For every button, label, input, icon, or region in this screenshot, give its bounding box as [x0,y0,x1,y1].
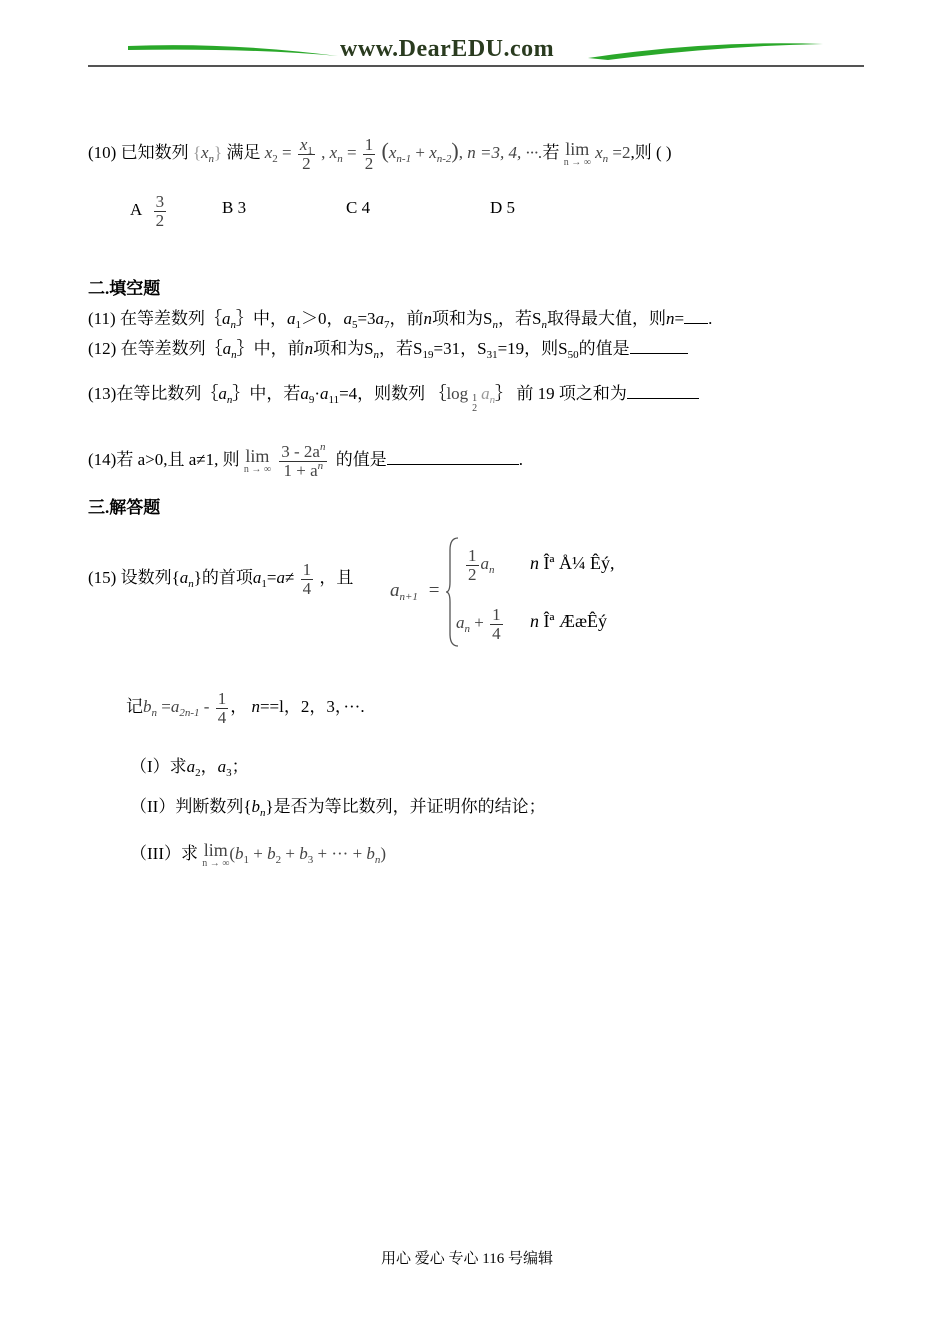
piecewise-case-1-cond: n Îª Å¼ Êý, [530,553,615,573]
piecewise-lhs: $a_{n+1}$ = [390,580,440,603]
question-10: (10) 已知数列 $\{x_n\}$ 满足 $x_2$ = $\frac{x_1}{2}$ , $x_n$ = $\frac{1}{2}$ $(x_{n-1} + x_{n-2})$, n =3, 4, ···.若 lim n → ∞ $x_n =2$,则 ( ) [88,134,672,173]
fraction: $\frac{3}{2}$ [155,191,165,230]
q15-definition: 记$b_n =a_{2n-1}$ - $\frac{1}{4}$ ， n==l，2，3，···. [126,688,365,727]
section-title-fill-in: 二.填空题 [88,279,161,298]
limit: lim n → ∞ [202,840,230,870]
question-13: (13)在等比数列$\{a_n\}$中，若$a_9\cdot a_{11}=4$，则数列 ｛log 1 2 $a_n\}$ 前 19 项之和为 [88,380,699,415]
answer-blank [684,309,708,324]
answer-paren: ( ) [656,143,672,162]
option-b: B 3 [222,198,247,217]
question-14: (14)若 a>0,且 a≠1, 则 lim n → ∞ $\frac{3 - 2a^n}{1 + a^n}$ 的值是 . [88,440,523,480]
question-number: (10) [88,143,117,162]
question-11: (11) 在等差数列$\{a_n\}$中，$a_1>0$，$a_5=3a_7$，前n项和为$S_n$，若$S_n$取得最大值，则n= . [88,309,713,331]
q15-part-2: （II）判断数列$\{b_n\}$是否为等比数列，并证明你的结论； [130,797,546,819]
fraction: $\frac{3 - 2a^n}{1 + a^n}$ [281,440,326,480]
fraction: $\frac{1}{2}$ [364,134,374,173]
piecewise-case-2: $a_n$ + $\frac{1}{4}$ [456,604,501,643]
piecewise-case-2-cond: n Îª ÆæÊý [530,611,607,631]
option-d: D 5 [490,198,516,217]
fraction: $\frac{1}{4}$ [217,688,227,727]
question-15: (15) 设数列$\{a_n\}$的首项$a_1=a\ne$ $\frac{1}{4}$ ，且 [88,559,354,598]
fraction: $\frac{1}{4}$ [302,559,312,598]
site-logo-text: www.DearEDU.com [340,36,555,62]
fraction: $\frac{x_1}{2}$ [299,134,313,173]
fraction: 1 2 [472,392,478,414]
fraction: $\frac{1}{2}$ [468,545,477,584]
option-c: C 4 [346,198,371,217]
answer-blank [630,339,688,354]
limit: lim n → ∞ [563,139,591,169]
answer-blank [387,450,519,465]
page-footer: 用心 爱心 专心 116 号编辑 [381,1251,553,1267]
header-banner [88,36,864,68]
section-title-answer: 三.解答题 [88,498,161,517]
q15-part-3: （III）求 lim n → ∞ ($b_1 + b_2 + b_3$ + ··· + $b_n$) [130,840,387,870]
limit: lim n → ∞ [243,446,271,476]
question-12: (12) 在等差数列$\{a_n\}$中，前n项和为$S_n$，若$S_{19}=31$，$S_{31}=19$，则$S_{50}$的值是 [88,334,688,359]
piecewise-case-1: $\frac{1}{2}$ $a_n$ [468,545,495,584]
option-a: A $\frac{3}{2}$ [130,191,165,230]
fraction: $\frac{1}{4}$ [492,604,501,643]
answer-blank [627,384,699,399]
q15-part-1: （I）求$a_2$，$a_3$； [130,757,249,779]
